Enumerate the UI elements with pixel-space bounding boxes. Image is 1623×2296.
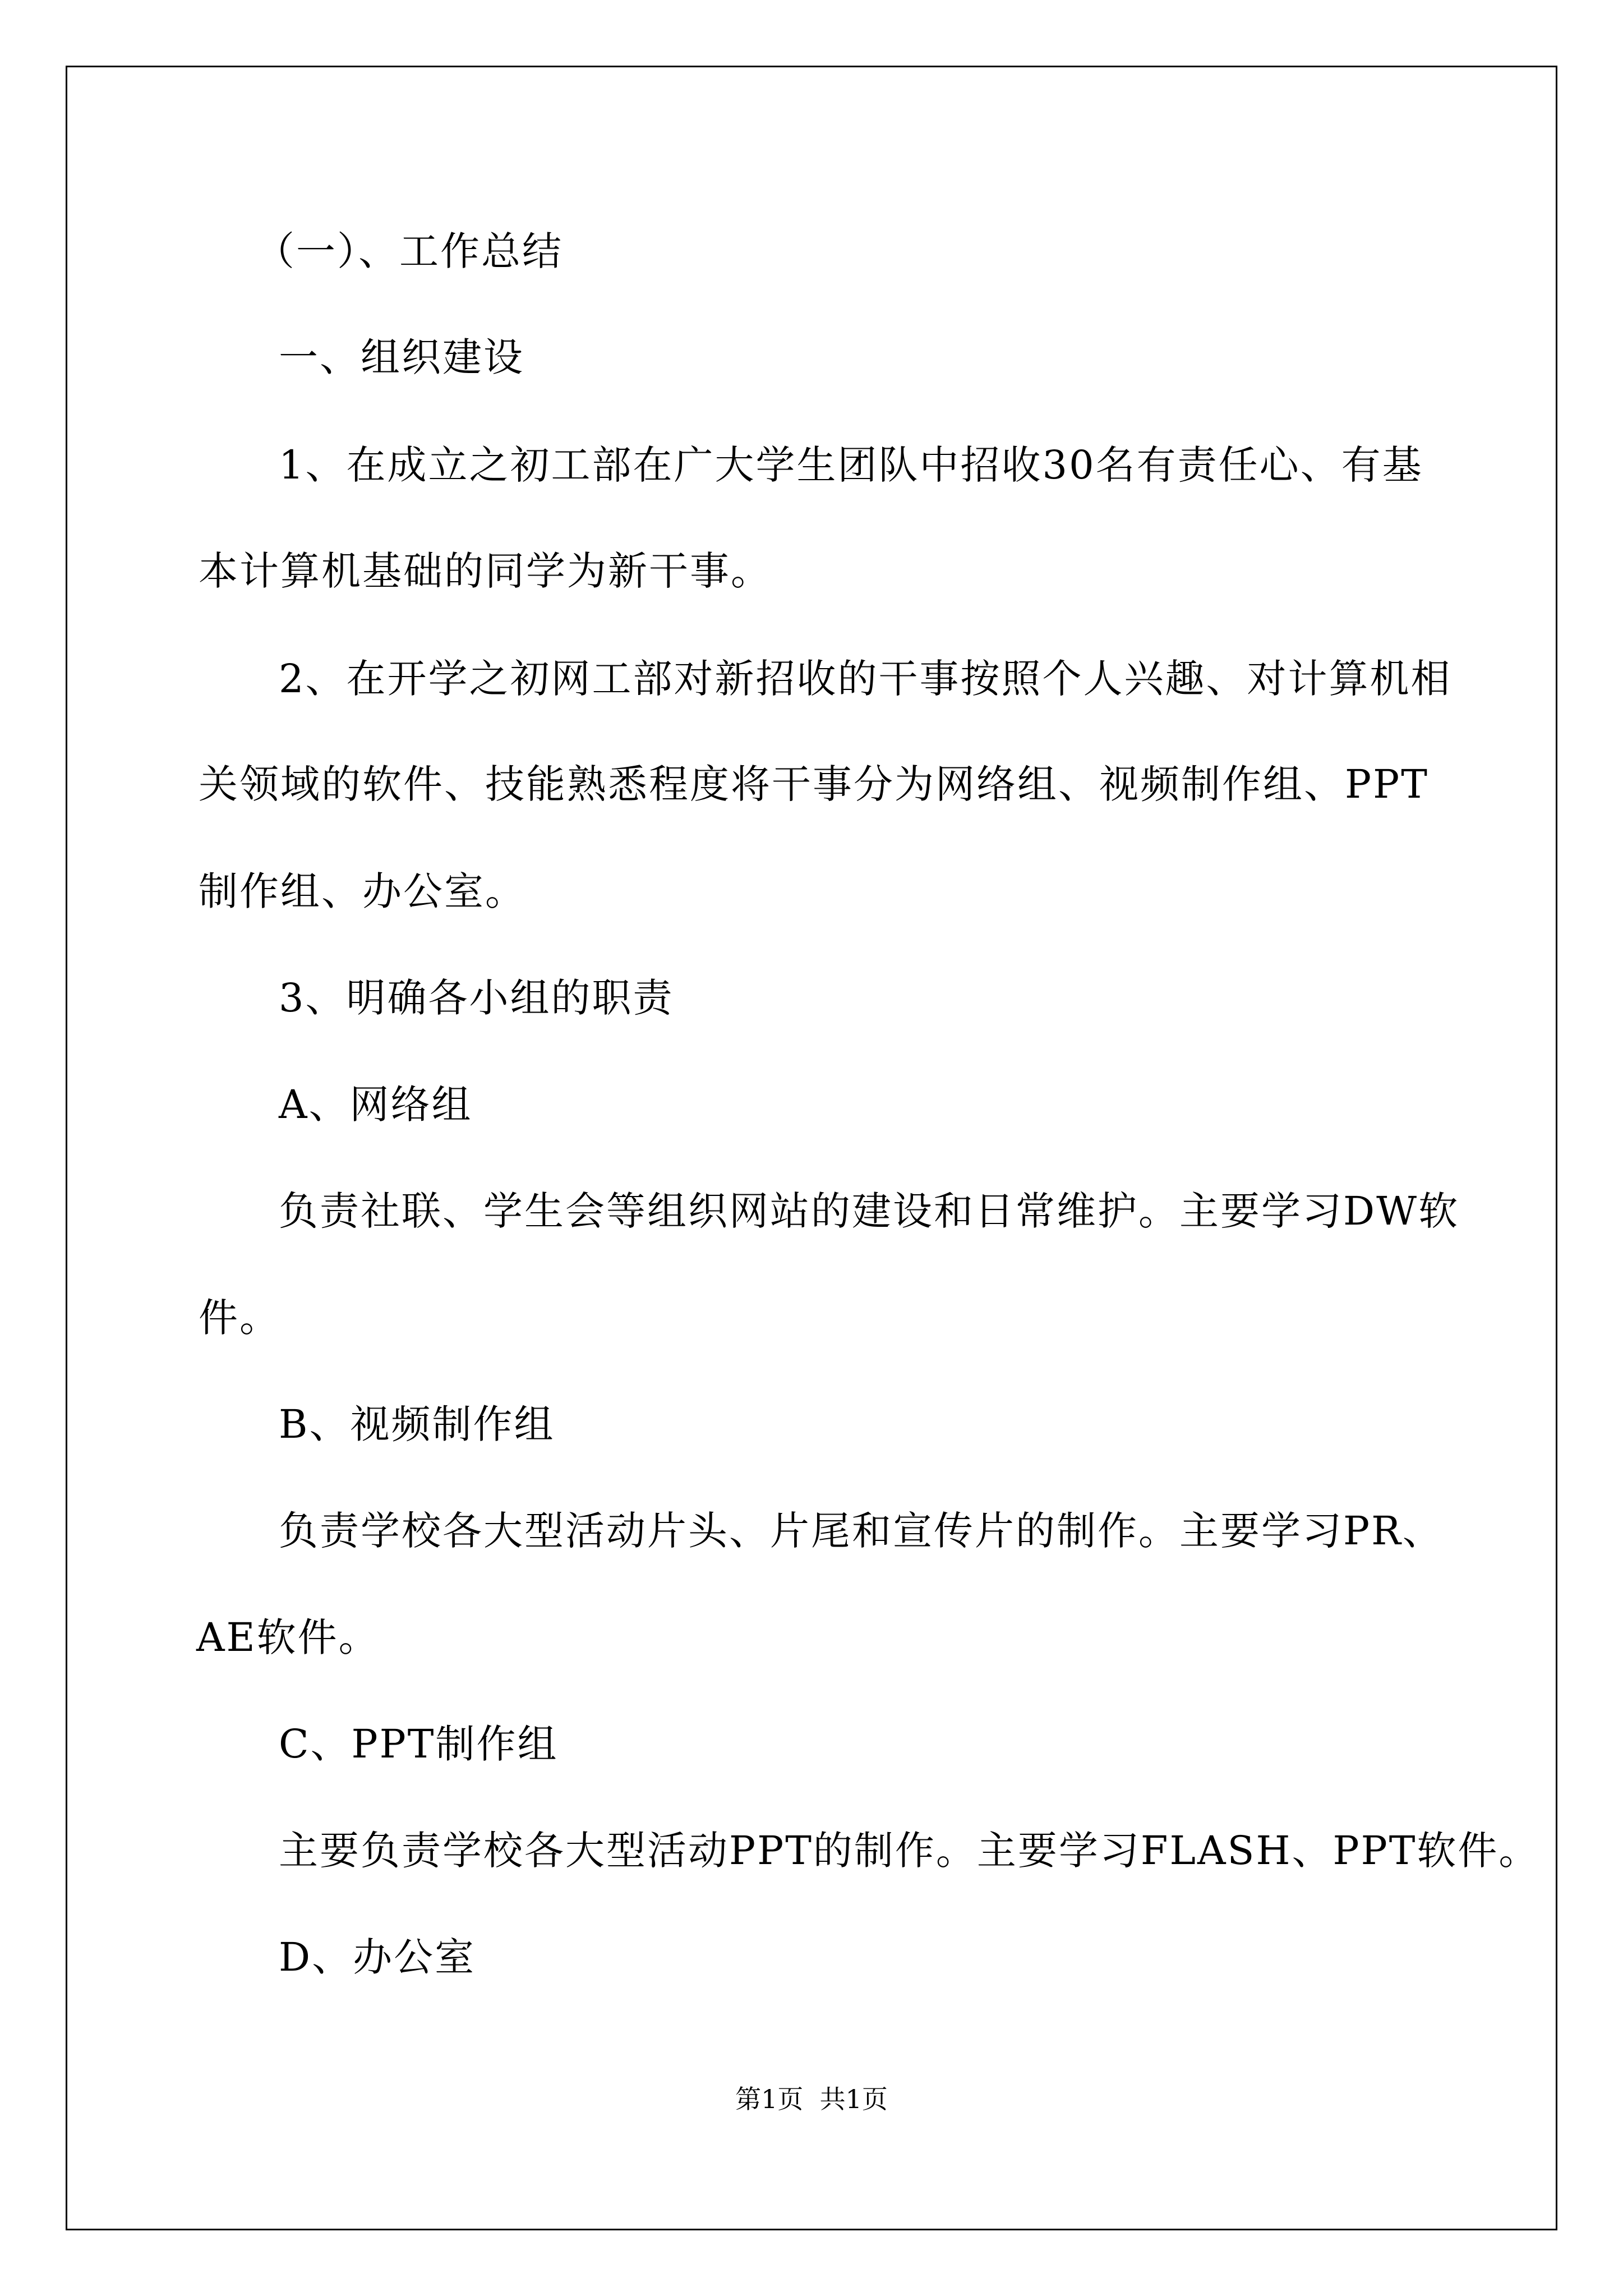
section-heading-summary: （一）、工作总结 <box>255 228 563 274</box>
section-heading-organization: 一、组织建设 <box>279 334 524 380</box>
paragraph-line: 负责社联、学生会等组织网站的建设和日常维护。主要学习DW软 <box>279 1188 1460 1234</box>
paragraph-line: 2、在开学之初网工部对新招收的干事按照个人兴趣、对计算机相 <box>279 656 1452 702</box>
paragraph-line: 制作组、办公室。 <box>199 868 526 914</box>
paragraph-line: 3、明确各小组的职责 <box>279 975 674 1021</box>
subheading-network-group: A、网络组 <box>279 1082 473 1128</box>
paragraph-line: 1、在成立之初工部在广大学生团队中招收30名有责任心、有基 <box>279 442 1423 488</box>
subheading-office: D、办公室 <box>279 1934 476 1980</box>
paragraph-line: 本计算机基础的同学为新干事。 <box>199 548 772 594</box>
paragraph-line: AE软件。 <box>196 1614 380 1660</box>
paragraph-line: 负责学校各大型活动片头、片尾和宣传片的制作。主要学习PR、 <box>279 1508 1444 1554</box>
subheading-ppt-group: C、PPT制作组 <box>279 1721 559 1767</box>
page-number: 第1页 共1页 <box>735 2084 888 2114</box>
paragraph-line: 件。 <box>199 1295 280 1341</box>
paragraph-line: 关领域的软件、技能熟悉程度将干事分为网络组、视频制作组、PPT <box>199 761 1429 807</box>
paragraph-line: 主要负责学校各大型活动PPT的制作。主要学习FLASH、PPT软件。 <box>279 1828 1540 1874</box>
subheading-video-group: B、视频制作组 <box>279 1401 555 1447</box>
